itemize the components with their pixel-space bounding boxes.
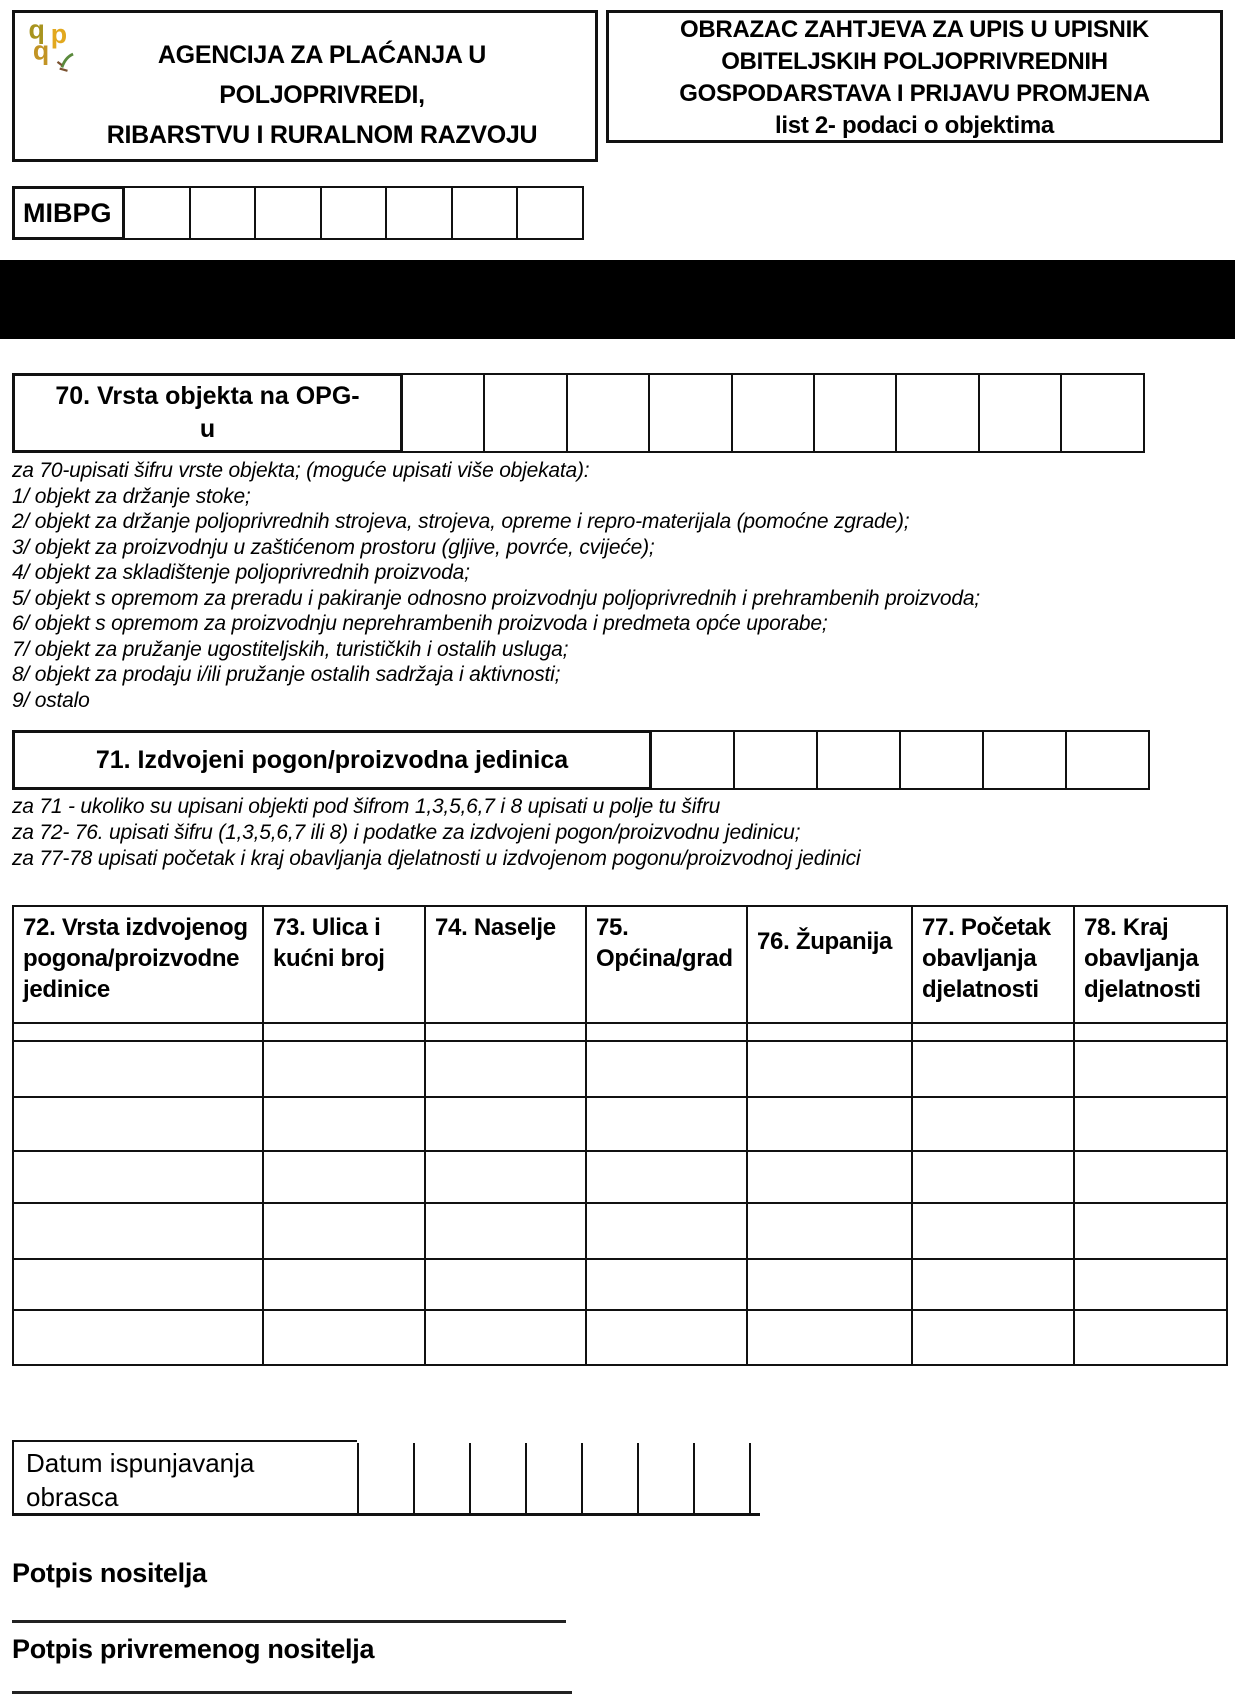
section-70-input-cell[interactable] <box>568 373 650 453</box>
instruction-line: 4/ objekt za skladištenje poljoprivrednih proizvoda; <box>12 561 470 584</box>
section-71-label: 71. Izdvojeni pogon/proizvodna jedinica <box>12 730 652 790</box>
section-70-input-cell[interactable] <box>485 373 567 453</box>
column-header-75: 75. Općina/grad <box>586 906 747 1023</box>
date-input-area[interactable] <box>357 1443 760 1516</box>
table-cell[interactable] <box>263 1259 425 1310</box>
table-cell[interactable] <box>912 1151 1074 1203</box>
instruction-line: za 70-upisati šifru vrste objekta; (moguće upisati više objekata): <box>12 459 590 482</box>
temp-holder-signature-label: Potpis privremenog nositelja <box>12 1634 375 1664</box>
svg-text:q: q <box>28 15 45 45</box>
mibpg-input-cell[interactable] <box>191 186 257 240</box>
table-cell[interactable] <box>425 1151 586 1203</box>
column-header-77: 77. Početak obavljanja djelatnosti <box>912 906 1074 1023</box>
instruction-line: 6/ objekt s opremom za proizvodnju neprehrambenih proizvoda i predmeta opće uporabe; <box>12 612 828 635</box>
form-title-line4: list 2- podaci o objektima <box>775 112 1054 139</box>
table-cell[interactable] <box>263 1097 425 1151</box>
instruction-line: 8/ objekt za prodaju i/ili pružanje ostalih sadržaja i aktivnosti; <box>12 663 561 686</box>
table-cell[interactable] <box>912 1259 1074 1310</box>
objects-table <box>12 905 1228 1366</box>
section-70-input-cell[interactable] <box>815 373 897 453</box>
table-cell[interactable] <box>1074 1023 1227 1041</box>
form-title-box <box>606 10 1223 143</box>
instruction-line: 5/ objekt s opremom za preradu i pakiranje odnosno proizvodnju poljoprivrednih i prehrambenih proizvoda; <box>12 586 980 610</box>
date-label-line2: obrasca <box>26 1482 119 1512</box>
table-cell[interactable] <box>1074 1097 1227 1151</box>
mibpg-input-cell[interactable] <box>256 186 322 240</box>
instruction-line: 7/ objekt za pružanje ugostiteljskih, turističkih i ostalih usluga; <box>12 637 569 661</box>
table-cell[interactable] <box>912 1203 1074 1259</box>
table-row <box>13 1023 1227 1041</box>
agency-header-box <box>12 10 598 162</box>
table-cell[interactable] <box>13 1151 263 1203</box>
table-cell[interactable] <box>747 1310 912 1365</box>
form-title-line2: OBITELJSKIH POLJOPRIVREDNIH <box>721 48 1108 75</box>
table-row <box>13 1310 1227 1365</box>
section-71-row <box>12 730 1150 790</box>
table-cell[interactable] <box>263 1310 425 1365</box>
section-70-input-cell[interactable] <box>1062 373 1144 453</box>
table-cell[interactable] <box>425 1023 586 1041</box>
section-70-input-cell[interactable] <box>403 373 485 453</box>
form-title-line3: GOSPODARSTAVA I PRIJAVU PROMJENA <box>679 80 1150 107</box>
table-cell[interactable] <box>586 1151 747 1203</box>
holder-signature-line[interactable] <box>12 1620 566 1623</box>
section-70-input-cell[interactable] <box>980 373 1062 453</box>
mibpg-input-cell[interactable] <box>125 186 191 240</box>
table-cell[interactable] <box>425 1310 586 1365</box>
instruction-line: 3/ objekt za proizvodnju u zaštićenom prostoru (gljive, povrće, cvijeće); <box>12 535 655 559</box>
table-cell[interactable] <box>1074 1151 1227 1203</box>
section-70-row <box>12 373 1145 453</box>
instruction-line: za 77-78 upisati početak i kraj obavljanja djelatnosti u izdvojenom pogonu/proizvodnoj jedinici <box>12 847 861 870</box>
column-header-74: 74. Naselje <box>425 906 586 1023</box>
section-70-input-cell[interactable] <box>897 373 979 453</box>
table-cell[interactable] <box>13 1310 263 1365</box>
mibpg-input-cell[interactable] <box>453 186 519 240</box>
section-71-input-cell[interactable] <box>652 730 735 790</box>
agency-name-line2: RIBARSTVU I RURALNOM RAZVOJU <box>106 121 538 149</box>
agency-name <box>15 35 595 155</box>
section-70-input-cell[interactable] <box>733 373 815 453</box>
column-header-73: 73. Ulica i kućni broj <box>263 906 425 1023</box>
holder-signature-label: Potpis nositelja <box>12 1558 207 1588</box>
section-70-input-cell[interactable] <box>650 373 732 453</box>
mibpg-input-cell[interactable] <box>322 186 388 240</box>
section-71-input-cell[interactable] <box>984 730 1067 790</box>
temp-holder-signature-line[interactable] <box>12 1691 572 1694</box>
table-cell[interactable] <box>13 1041 263 1097</box>
form-title <box>609 14 1220 142</box>
section-70-label-line2: u <box>199 415 216 443</box>
table-cell[interactable] <box>586 1310 747 1365</box>
instruction-line: za 71 - ukoliko su upisani objekti pod šifrom 1,3,5,6,7 i 8 upisati u polje tu šifru <box>12 795 721 818</box>
instruction-line: 2/ objekt za držanje poljoprivrednih strojeva, strojeva, opreme i repro-materijala (pomoćne zgrade); <box>12 510 910 533</box>
table-cell[interactable] <box>425 1203 586 1259</box>
section-70-label-line1: 70. Vrsta objekta na OPG- <box>55 382 360 410</box>
table-cell[interactable] <box>747 1023 912 1041</box>
table-cell[interactable] <box>747 1041 912 1097</box>
section-70-label <box>12 373 403 453</box>
instruction-line: 1/ objekt za držanje stoke; <box>12 484 251 508</box>
column-header-78: 78. Kraj obavljanja djelatnosti <box>1074 906 1227 1023</box>
table-cell[interactable] <box>1074 1203 1227 1259</box>
instruction-line: za 72- 76. upisati šifru (1,3,5,6,7 ili 8) i podatke za izdvojeni pogon/proizvodnu jedinicu; <box>12 821 801 844</box>
date-label-line1: Datum ispunjavanja <box>26 1448 255 1478</box>
table-cell[interactable] <box>747 1151 912 1203</box>
instruction-line: 9/ ostalo <box>12 688 90 712</box>
section-71-input-cell[interactable] <box>1067 730 1150 790</box>
table-row <box>13 1097 1227 1151</box>
table-cell[interactable] <box>1074 1041 1227 1097</box>
table-row <box>13 1259 1227 1310</box>
agency-name-line1: AGENCIJA ZA PLAĆANJA U POLJOPRIVREDI, <box>157 41 487 109</box>
table-cell[interactable] <box>912 1310 1074 1365</box>
table-cell[interactable] <box>425 1041 586 1097</box>
mibpg-input-cell[interactable] <box>387 186 453 240</box>
table-cell[interactable] <box>13 1023 263 1041</box>
section-71-instructions <box>12 794 1192 872</box>
table-row <box>13 1203 1227 1259</box>
table-cell[interactable] <box>425 1259 586 1310</box>
table-cell[interactable] <box>586 1259 747 1310</box>
table-cell[interactable] <box>586 1203 747 1259</box>
table-cell[interactable] <box>13 1097 263 1151</box>
section-71-input-cell[interactable] <box>901 730 984 790</box>
column-header-76: 76. Županija <box>747 906 912 1023</box>
table-row <box>13 1041 1227 1097</box>
form-title-line1: OBRAZAC ZAHTJEVA ZA UPIS U UPISNIK <box>680 16 1149 43</box>
table-cell[interactable] <box>586 1097 747 1151</box>
table-cell[interactable] <box>263 1151 425 1203</box>
table-cell[interactable] <box>263 1023 425 1041</box>
redacted-bar <box>0 260 1235 339</box>
table-cell[interactable] <box>747 1259 912 1310</box>
table-cell[interactable] <box>747 1203 912 1259</box>
table-cell[interactable] <box>263 1203 425 1259</box>
table-cell[interactable] <box>586 1023 747 1041</box>
mibpg-input-cell[interactable] <box>518 186 584 240</box>
table-cell[interactable] <box>1074 1310 1227 1365</box>
table-cell[interactable] <box>586 1041 747 1097</box>
table-cell[interactable] <box>263 1041 425 1097</box>
column-header-72: 72. Vrsta izdvojenog pogona/proizvodne jedinice <box>13 906 263 1023</box>
agency-logo <box>25 15 81 73</box>
table-cell[interactable] <box>912 1041 1074 1097</box>
table-cell[interactable] <box>912 1023 1074 1041</box>
table-cell[interactable] <box>1074 1259 1227 1310</box>
table-cell[interactable] <box>425 1097 586 1151</box>
section-70-instructions <box>12 458 1192 713</box>
mibpg-row <box>12 186 584 240</box>
table-cell[interactable] <box>13 1259 263 1310</box>
section-71-input-cell[interactable] <box>818 730 901 790</box>
table-cell[interactable] <box>912 1097 1074 1151</box>
mibpg-label: MIBPG <box>12 186 125 240</box>
svg-text:p: p <box>50 18 68 49</box>
section-71-input-cell[interactable] <box>735 730 818 790</box>
table-row <box>13 1151 1227 1203</box>
table-cell[interactable] <box>747 1097 912 1151</box>
table-cell[interactable] <box>13 1203 263 1259</box>
svg-text:q: q <box>32 35 50 66</box>
